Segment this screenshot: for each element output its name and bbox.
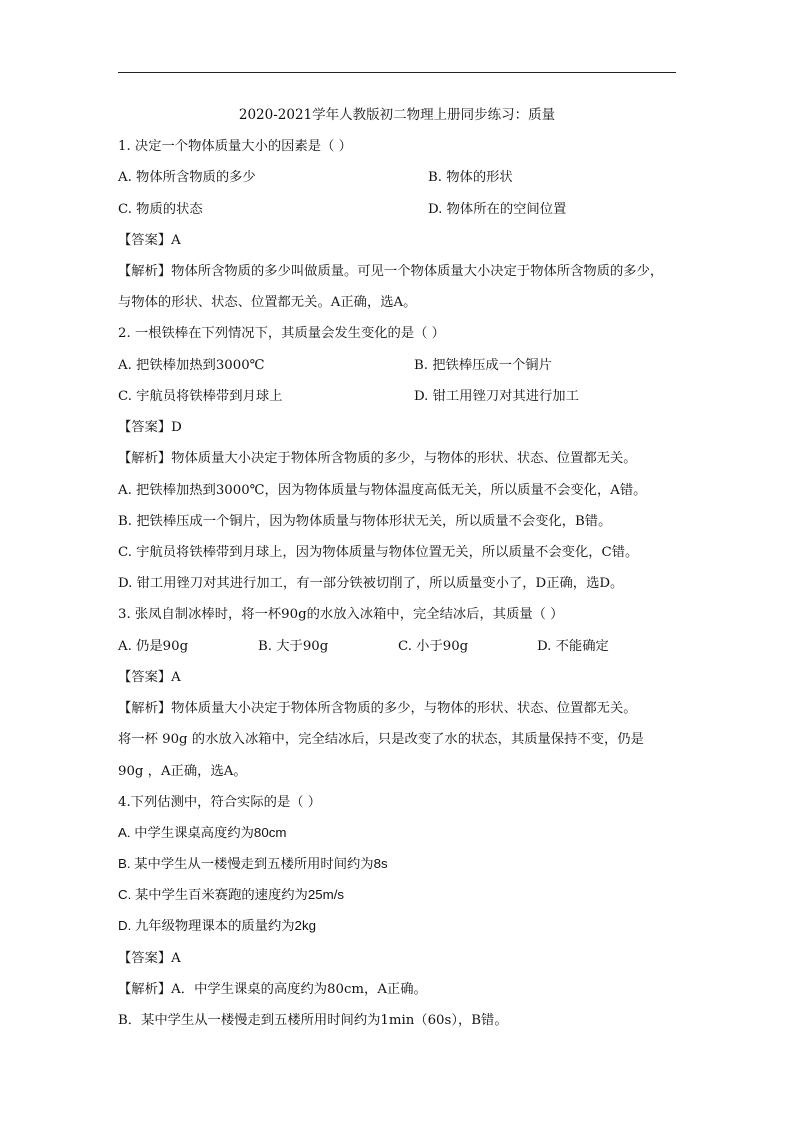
q4-explanation-b: B．某中学生从一楼慢走到五楼所用时间约为1min（60s），B错。	[118, 1013, 508, 1028]
q2-option-b: B. 把铁棒压成一个铜片	[414, 358, 552, 373]
page-title: 2020-2021学年人教版初二物理上册同步练习：质量	[238, 107, 556, 123]
q3-analysis-line1: 【解析】物体质量大小决定于物体所含物质的多少，与物体的形状、状态、位置都无关。	[118, 701, 637, 716]
q3-analysis-line2: 将一杯 90g 的水放入冰箱中，完全结冰后，只是改变了水的状态，其质量保持不变，仍是	[118, 732, 644, 747]
q4-option-b: B. 某中学生从一楼慢走到五楼所用时间约为8s	[118, 856, 388, 871]
q1-option-b: B. 物体的形状	[428, 170, 513, 185]
q4-answer: 【答案】A	[118, 951, 181, 966]
q2-explanation-a: A. 把铁棒加热到3000℃，因为物体质量与物体温度高低无关，所以质量不会变化，A错。	[118, 483, 647, 498]
q3-analysis-line3: 90g ，A正确，选A。	[118, 764, 247, 779]
q1-answer: 【答案】A	[118, 233, 181, 248]
q3-option-a: A. 仍是90g	[118, 639, 189, 654]
q3-answer: 【答案】A	[118, 670, 181, 685]
q4-option-c: C. 某中学生百米赛跑的速度约为25m/s	[118, 887, 345, 902]
q4-option-a: A. 中学生课桌高度约为80cm	[118, 825, 287, 840]
q4-option-d: D. 九年级物理课本的质量约为2kg	[118, 918, 316, 933]
q4-explanation-a: 【解析】A．中学生课桌的高度约为80cm，A正确。	[118, 982, 427, 997]
q4-stem: 4.下列估测中，符合实际的是（ ）	[118, 795, 322, 810]
q3-option-b: B. 大于90g	[258, 639, 329, 654]
q2-option-a: A. 把铁棒加热到3000℃	[118, 358, 265, 373]
q3-stem: 3. 张凤自制冰棒时，将一杯90g的水放入冰箱中，完全结冰后，其质量（ ）	[118, 607, 564, 622]
q1-analysis-line2: 与物体的形状、状态、位置都无关。A正确，选A。	[118, 295, 417, 310]
header-rule	[118, 72, 676, 73]
q3-option-c: C. 小于90g	[398, 639, 469, 654]
q2-option-d: D. 钳工用锉刀对其进行加工	[414, 389, 579, 404]
q2-stem: 2. 一根铁棒在下列情况下，其质量会发生变化的是（ ）	[118, 326, 445, 341]
q2-option-c: C. 宇航员将铁棒带到月球上	[118, 389, 283, 404]
q3-option-d: D. 不能确定	[537, 639, 609, 654]
q1-option-d: D. 物体所在的空间位置	[428, 202, 567, 217]
q1-stem: 1. 决定一个物体质量大小的因素是（ ）	[118, 139, 352, 154]
q1-option-a: A. 物体所含物质的多少	[118, 170, 256, 185]
q2-explanation-c: C. 宇航员将铁棒带到月球上，因为物体质量与物体位置无关，所以质量不会变化，C错。	[118, 545, 639, 560]
q2-explanation-d: D. 钳工用锉刀对其进行加工，有一部分铁被切削了，所以质量变小了，D正确，选D。	[118, 576, 624, 591]
q2-analysis: 【解析】物体质量大小决定于物体所含物质的多少，与物体的形状、状态、位置都无关。	[118, 451, 637, 466]
q2-answer: 【答案】D	[118, 420, 182, 435]
q1-analysis-line1: 【解析】物体所含物质的多少叫做质量。可见一个物体质量大小决定于物体所含物质的多少，	[118, 264, 664, 279]
q1-option-c: C. 物质的状态	[118, 202, 203, 217]
q2-explanation-b: B. 把铁棒压成一个铜片，因为物体质量与物体形状无关，所以质量不会变化，B错。	[118, 514, 612, 529]
